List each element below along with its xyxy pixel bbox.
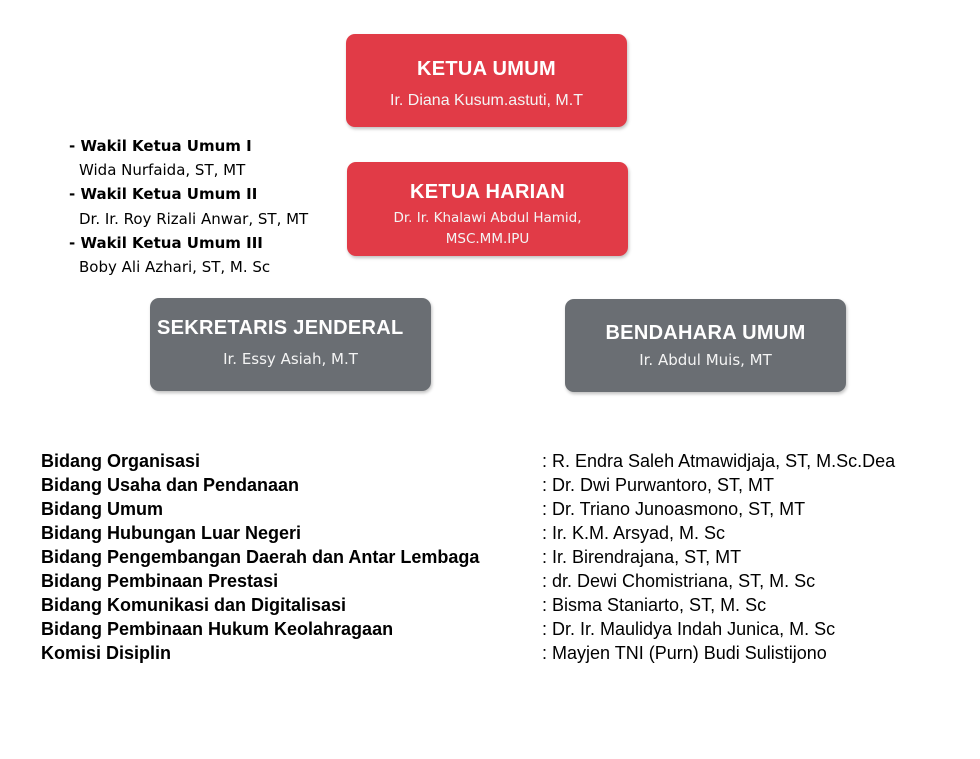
ketua-harian-name [347, 208, 628, 250]
bidang-value: : Bisma Staniarto, ST, M. Sc [542, 595, 767, 615]
bidang-label: Bidang Pembinaan Hukum Keolahragaan [41, 619, 394, 639]
table-row [41, 449, 895, 473]
ketua-umum-box [346, 34, 627, 127]
table-row [41, 497, 895, 521]
bidang-label: Bidang Usaha dan Pendanaan [41, 475, 300, 495]
bidang-value: : Dr. Ir. Maulidya Indah Junica, M. Sc [542, 619, 836, 639]
bidang-value: : Mayjen TNI (Purn) Budi Sulistijono [542, 643, 827, 663]
ketua-harian-name-line1: Dr. Ir. Khalawi Abdul Hamid, [393, 210, 582, 226]
bidang-label: Bidang Komunikasi dan Digitalisasi [41, 595, 347, 615]
bidang-value: : R. Endra Saleh Atmawidjaja, ST, M.Sc.Dea [542, 451, 896, 471]
bidang-table [41, 449, 895, 665]
ketua-umum-name: Ir. Diana Kusum.astuti, M.T [390, 92, 583, 109]
wakil-item [69, 182, 308, 230]
wakil-name: Boby Ali Azhari, ST, M. Sc [79, 258, 271, 277]
table-row [41, 641, 895, 665]
bidang-label: Bidang Hubungan Luar Negeri [41, 523, 302, 543]
bidang-label: Bidang Umum [41, 499, 164, 519]
wakil-title: - Wakil Ketua Umum II [69, 185, 258, 204]
table-row [41, 617, 895, 641]
ketua-harian-title: KETUA HARIAN [409, 181, 566, 203]
sekretaris-name: Ir. Essy Asiah, M.T [223, 350, 358, 368]
table-row [41, 473, 895, 497]
table-row [41, 593, 895, 617]
sekretaris-jenderal-box [150, 298, 431, 391]
bidang-value: : Dr. Triano Junoasmono, ST, MT [542, 499, 806, 519]
bidang-label: Bidang Pembinaan Prestasi [41, 571, 279, 591]
ketua-umum-title: KETUA UMUM [417, 58, 556, 80]
wakil-name: Dr. Ir. Roy Rizali Anwar, ST, MT [79, 209, 309, 228]
bidang-label: Bidang Organisasi [41, 451, 201, 471]
bidang-label: Bidang Pengembangan Daerah dan Antar Lembaga [41, 547, 480, 567]
ketua-harian-box [347, 162, 628, 256]
ketua-harian-name-line2: MSC.MM.IPU [445, 231, 530, 247]
wakil-item [69, 231, 308, 279]
bidang-value: : Dr. Dwi Purwantoro, ST, MT [542, 475, 775, 495]
table-row [41, 569, 895, 593]
bendahara-title: BENDAHARA UMUM [605, 322, 806, 344]
wakil-title: - Wakil Ketua Umum III [69, 233, 263, 252]
wakil-name: Wida Nurfaida, ST, MT [79, 161, 246, 180]
bidang-value: : dr. Dewi Chomistriana, ST, M. Sc [542, 571, 816, 591]
table-row [41, 521, 895, 545]
bendahara-name: Ir. Abdul Muis, MT [639, 351, 772, 369]
sekretaris-title: SEKRETARIS JENDERAL [157, 317, 404, 339]
table-row [41, 545, 895, 569]
bendahara-umum-box [565, 299, 846, 392]
bidang-label: Komisi Disiplin [41, 643, 172, 663]
bidang-value: : Ir. Birendrajana, ST, MT [542, 547, 742, 567]
wakil-item [69, 134, 308, 182]
wakil-title: - Wakil Ketua Umum I [69, 137, 252, 155]
wakil-ketua-list [69, 134, 308, 279]
bidang-value: : Ir. K.M. Arsyad, M. Sc [542, 523, 726, 543]
